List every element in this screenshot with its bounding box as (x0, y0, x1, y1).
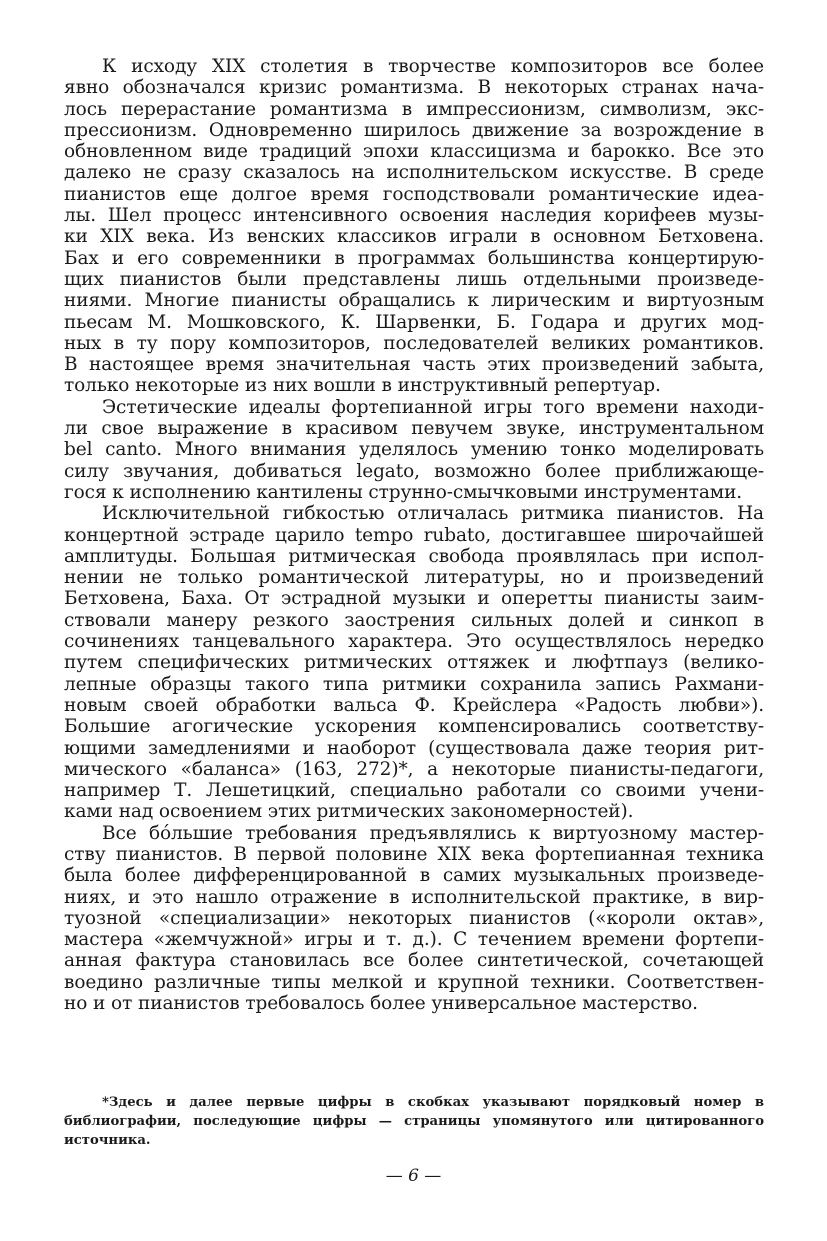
paragraph-1 (64, 56, 764, 397)
text-line: bel canto. Много внимания уделялось умению тонко моделировать (64, 439, 764, 461)
text-line: Большие агогические ускорения компенсировались соответству- (64, 716, 764, 738)
paragraph-4 (64, 823, 764, 1015)
text-line: но и от пианистов требовалось более универсальное мастерство. (64, 993, 698, 1015)
main-text (64, 56, 764, 1014)
text-line: новым своей обработки вальса Ф. Крейслера «Радость любви»). (64, 694, 764, 716)
text-line: концертной эстраде царило tempo rubato, достигавшее широчайшей (64, 524, 764, 546)
paragraph-3 (64, 503, 764, 822)
paragraph-2 (64, 397, 764, 503)
text-line: туозной «специализации» некоторых пианистов («короли октав», (64, 907, 764, 929)
text-line: нении не только романтической литературы, но и произведений (64, 567, 764, 589)
text-line: Все бо́льшие требования предъявлялись к виртуозному мастер- (102, 822, 764, 844)
text-line: Эстетические идеалы фортепианной игры того времени находи- (102, 396, 764, 418)
text-line: силу звучания, добиваться legato, возможно более приближающе- (64, 460, 764, 482)
text-line: Исключительной гибкостью отличалась ритмика пианистов. На (102, 503, 764, 525)
text-line: прессионизм. Одновременно ширилось движение за возрождение в (64, 119, 764, 141)
text-line: ниями. Многие пианисты обращались к лирическим и виртуозным (64, 290, 764, 312)
text-line: пьесам М. Мошковского, К. Шарвенки, Б. Годара и других мод- (64, 311, 764, 333)
text-line: Бах и его современники в программах большинства концертирую- (64, 247, 764, 269)
text-line: мического «баланса» (163, 272)*, а некоторые пианисты-педагоги, (64, 758, 764, 780)
text-line: обновленном виде традиций эпохи классицизма и барокко. Все это (64, 141, 764, 163)
text-line: путем специфических ритмических оттяжек и люфтпауз (велико- (64, 652, 764, 674)
text-line: К исходу XIX столетия в творчестве композиторов все более (102, 56, 764, 77)
text-line: ки XIX века. Из венских классиков играли в основном Бетховена. (64, 226, 764, 248)
text-line: была более дифференцированной в самих музыкальных произведе- (64, 865, 764, 887)
text-line: амплитуды. Большая ритмическая свобода проявлялась при испол- (64, 545, 764, 567)
text-line: ствовали манеру резкого заострения сильных долей и синкоп в (64, 609, 764, 631)
footnote-line: *Здесь и далее первые цифры в скобках указывают порядковый номер в (102, 1095, 764, 1110)
text-line: воедино различные типы мелкой и крупной техники. Соответствен- (64, 971, 764, 993)
text-line: мастера «жемчужной» игры и т. д.). С течением времени фортепи- (64, 929, 764, 951)
footnote-line: библиографии, последующие цифры — страницы упомянутого или цитированного (64, 1114, 764, 1129)
text-line: ству пианистов. В первой половине XIX века фортепианная техника (64, 843, 764, 865)
text-line: только некоторые из них вошли в инструктивный репертуар. (64, 375, 661, 397)
text-line: например Т. Лешетицкий, специально работали со своими учени- (64, 780, 764, 802)
text-line: Бетховена, Баха. От эстрадной музыки и оперетты пианисты заим- (64, 588, 764, 610)
text-line: сочинениях танцевального характера. Это осуществлялось нередко (64, 631, 764, 653)
text-line: ных в ту пору композиторов, последователей великих романтиков. (64, 332, 764, 354)
text-line: лось перерастание романтизма в импрессионизм, символизм, экс- (64, 98, 764, 120)
footnote-line: источника. (64, 1133, 151, 1148)
text-line: щих пианистов были представлены лишь отдельными произведе- (64, 268, 764, 290)
text-line: лы. Шел процесс интенсивного освоения наследия корифеев музы- (64, 205, 764, 227)
text-line: явно обозначался кризис романтизма. В некоторых странах нача- (64, 77, 764, 99)
text-line: лепные образцы такого типа ритмики сохранила запись Рахмани- (64, 673, 764, 695)
text-line: ющими замедлениями и наоборот (существовала даже теория рит- (64, 737, 764, 759)
text-line: анная фактура становилась все более синтетической, сочетающей (64, 950, 764, 972)
footnote (64, 1093, 764, 1150)
text-line: ками над освоением этих ритмических закономерностей). (64, 801, 634, 823)
text-line: В настоящее время значительная часть этих произведений забыта, (64, 354, 764, 376)
page-number: — 6 — (385, 1166, 442, 1186)
text-line: ли свое выражение в красивом певучем звуке, инструментальном (64, 418, 764, 440)
text-line: пианистов еще долгое время господствовали романтические идеа- (64, 183, 764, 205)
text-line: далеко не сразу сказалось на исполнительском искусстве. В среде (64, 162, 764, 184)
text-line: гося к исполнению кантилены струнно-смычковыми инструментами. (64, 481, 743, 503)
text-line: ниях, и это нашло отражение в исполнительской практике, в вир- (64, 886, 764, 908)
